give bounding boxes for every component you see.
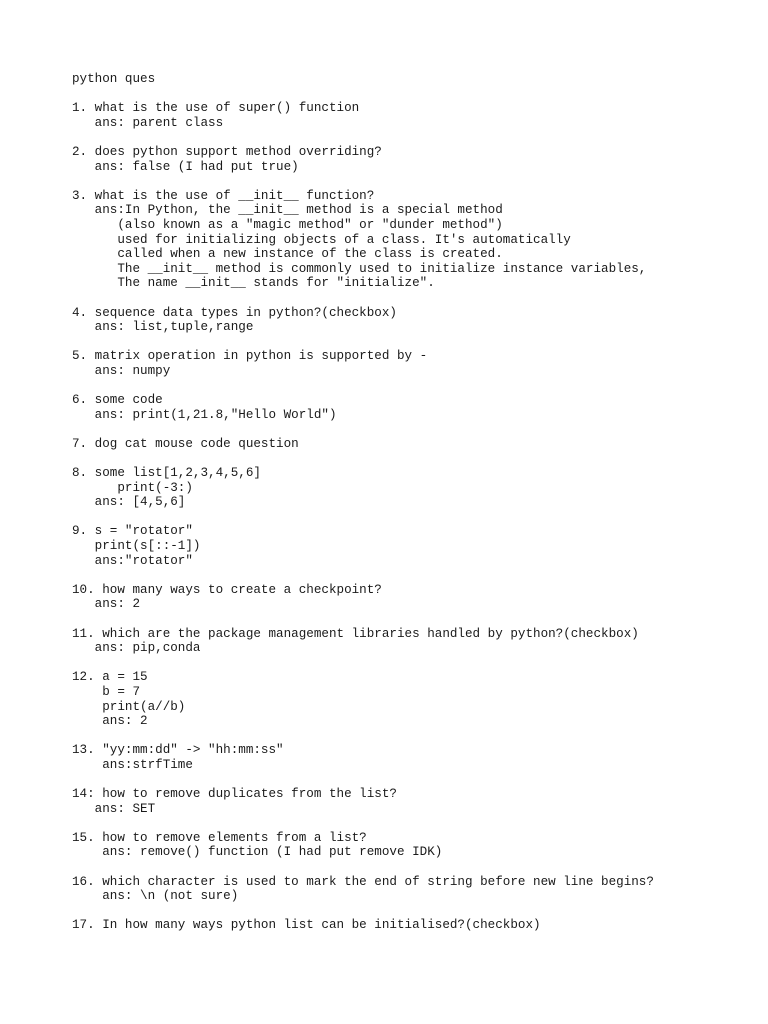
text-line: 15. how to remove elements from a list? [72,830,367,845]
text-line: 1. what is the use of super() function [72,101,360,116]
text-line: b = 7 [72,684,141,699]
text-line: 4. sequence data types in python?(checkbox) [72,305,397,320]
blank-line [72,451,752,466]
text-line: ans: remove() function (I had put remove IDK) [72,845,443,860]
blank-line [72,816,752,831]
blank-line [72,291,752,306]
text-line: ans: parent class [72,115,224,130]
text-line: print(-3:) [72,480,193,495]
text-line: ans: 2 [72,597,141,612]
text-line: 2. does python support method overriding? [72,144,382,159]
text-line: ans: 2 [72,714,148,729]
blank-line [72,422,752,437]
blank-line [72,612,752,627]
blank-line [72,729,752,744]
text-line: ans: numpy [72,363,171,378]
blank-line [72,130,752,145]
text-line: 12. a = 15 [72,670,148,685]
text-line: The __init__ method is commonly used to initialize instance variables, [72,261,647,276]
text-line: 16. which character is used to mark the end of string before new line begins? [72,874,654,889]
text-line: ans:strfTime [72,757,193,772]
text-line: ans: false (I had put true) [72,159,299,174]
text-line: ans: list,tuple,range [72,320,254,335]
text-line: 7. dog cat mouse code question [72,436,299,451]
document-page [72,72,752,933]
blank-line [72,568,752,583]
blank-line [72,656,752,671]
text-line: 8. some list[1,2,3,4,5,6] [72,466,261,481]
text-line: 14: how to remove duplicates from the list? [72,787,397,802]
text-line: ans: SET [72,801,156,816]
text-line: 13. "yy:mm:dd" -> "hh:mm:ss" [72,743,284,758]
text-line: print(s[::-1]) [72,539,201,553]
text-line: ans: [4,5,6] [72,495,186,510]
blank-line [72,510,752,525]
text-line: (also known as a "magic method" or "dunder method") [72,217,503,232]
text-line: ans: pip,conda [72,641,201,656]
blank-line [72,773,752,788]
text-line: The name __init__ stands for "initialize". [72,276,435,291]
blank-line [72,174,752,189]
text-line: used for initializing objects of a class. It's automatically [72,232,571,247]
text-line: 5. matrix operation in python is supported by - [72,349,428,364]
text-line: 17. In how many ways python list can be initialised?(checkbox) [72,918,541,933]
text-line: 10. how many ways to create a checkpoint? [72,582,382,597]
text-line: ans: print(1,21.8,"Hello World") [72,407,337,422]
text-line: ans: \n (not sure) [72,889,239,904]
text-line: called when a new instance of the class is created. [72,247,503,262]
text-line: 6. some code [72,393,163,408]
text-line: ans:In Python, the __init__ method is a special method [72,203,503,218]
text-line: 3. what is the use of __init__ function? [72,188,375,203]
text-line: print(a//b) [72,699,186,714]
text-line: ans:"rotator" [72,553,193,568]
blank-line [72,860,752,875]
blank-line [72,904,752,919]
text-line: python ques [72,72,156,86]
text-line: 9. s = "rotator" [72,524,193,539]
blank-line [72,87,752,102]
blank-line [72,378,752,393]
blank-line [72,335,752,350]
text-line: 11. which are the package management libraries handled by python?(checkbox) [72,626,639,641]
